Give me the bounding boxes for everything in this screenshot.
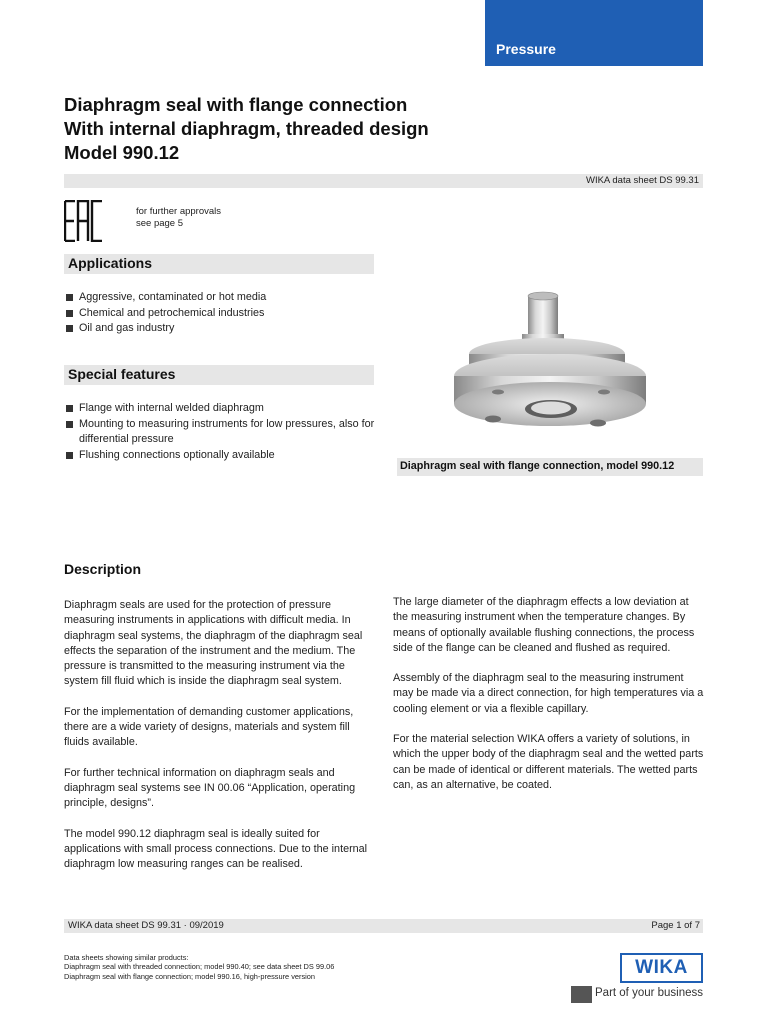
description-paragraph: For further technical information on diaphragm seals and diaphragm seal systems see IN 00.06 “Application, operating principle, designs”. (64, 766, 356, 810)
title-line-2: With internal diaphragm, threaded design (64, 118, 429, 139)
description-paragraph: Diaphragm seals are used for the protection of pressure measuring instruments in applications with difficult media. In diaphragm seal systems, the diaphragm of the diaphragm seal effects the separation of the instrument and the medium. The pressure is transmitted to the measuring instrument via the system fill fluid which is inside the diaphragm seal system. (64, 599, 363, 688)
image-caption (397, 458, 703, 476)
special-features-heading-text: Special features (68, 366, 176, 382)
description-paragraph: The model 990.12 diaphragm seal is ideally suited for applications with small process connections. Due to the internal diaphragm low measuring ranges can be realised. (64, 827, 368, 871)
approval-note (136, 206, 221, 230)
description-left-column (64, 598, 376, 887)
approval-line-2: see page 5 (136, 218, 184, 229)
datasheet-ref-bar (64, 174, 703, 188)
wika-logo-text: WIKA (635, 957, 688, 978)
list-item: Aggressive, contaminated or hot media (64, 290, 384, 306)
footer-bar (64, 919, 703, 933)
footer-page-number: Page 1 of 7 (651, 920, 700, 931)
footer-datasheet: WIKA data sheet DS 99.31 · 09/2019 (68, 920, 224, 931)
slogan-mark-icon (571, 986, 592, 1003)
category-tab (485, 0, 703, 66)
datasheet-ref: WIKA data sheet DS 99.31 (585, 175, 699, 186)
list-item: Chemical and petrochemical industries (64, 306, 384, 322)
image-caption-text: Diaphragm seal with flange connection, model 990.12 (400, 460, 675, 472)
description-paragraph: For the material selection WIKA offers a variety of solutions, in which the upper body of the diaphragm seal and the wetted parts can be made of identical or different materials. The wetted parts can, as an alternative, be coated. (393, 733, 704, 791)
applications-heading-text: Applications (68, 255, 153, 271)
wika-logo (620, 953, 703, 983)
description-paragraph: The large diameter of the diaphragm effects a low deviation at the measuring instrument when the temperature changes. By means of optionally available flushing connections, the process side of the flange can be cleaned and flushed as required. (393, 596, 695, 654)
approval-line-1: for further approvals (136, 206, 222, 217)
list-item: Mounting to measuring instruments for low pressures, also for differential pressure (64, 417, 382, 448)
description-heading: Description (64, 561, 142, 577)
list-item: Flange with internal welded diaphragm (64, 401, 382, 417)
description-right-column (393, 595, 705, 808)
list-item: Flushing connections optionally available (64, 448, 382, 464)
applications-heading (64, 254, 374, 274)
category-tab-label: Pressure (496, 41, 556, 57)
list-item: Oil and gas industry (64, 321, 384, 337)
applications-list (64, 290, 384, 337)
similar-line-2: Diaphragm seal with flange connection; model 990.16, high-pressure version (64, 971, 316, 981)
slogan-text: Part of your business (595, 987, 704, 999)
special-features-heading (64, 365, 374, 385)
title-line-1: Diaphragm seal with flange connection (64, 94, 408, 115)
similar-title: Data sheets showing similar products: (64, 953, 189, 962)
eac-approval-icon (64, 200, 104, 247)
description-paragraph: For the implementation of demanding customer applications, there are a wide variety of designs, materials and system fill fluids available. (64, 705, 354, 749)
product-image (448, 288, 658, 448)
description-paragraph: Assembly of the diaphragm seal to the measuring instrument may be made via a direct connection, for high temperatures via a cooling element or via a flexible capillary. (393, 672, 704, 715)
similar-line-1: Diaphragm seal with threaded connection; model 990.40; see data sheet DS 99.06 (64, 962, 335, 972)
title-line-3: Model 990.12 (64, 142, 180, 163)
document-title (64, 93, 429, 165)
special-features-list (64, 401, 382, 463)
similar-products-note (64, 953, 334, 981)
